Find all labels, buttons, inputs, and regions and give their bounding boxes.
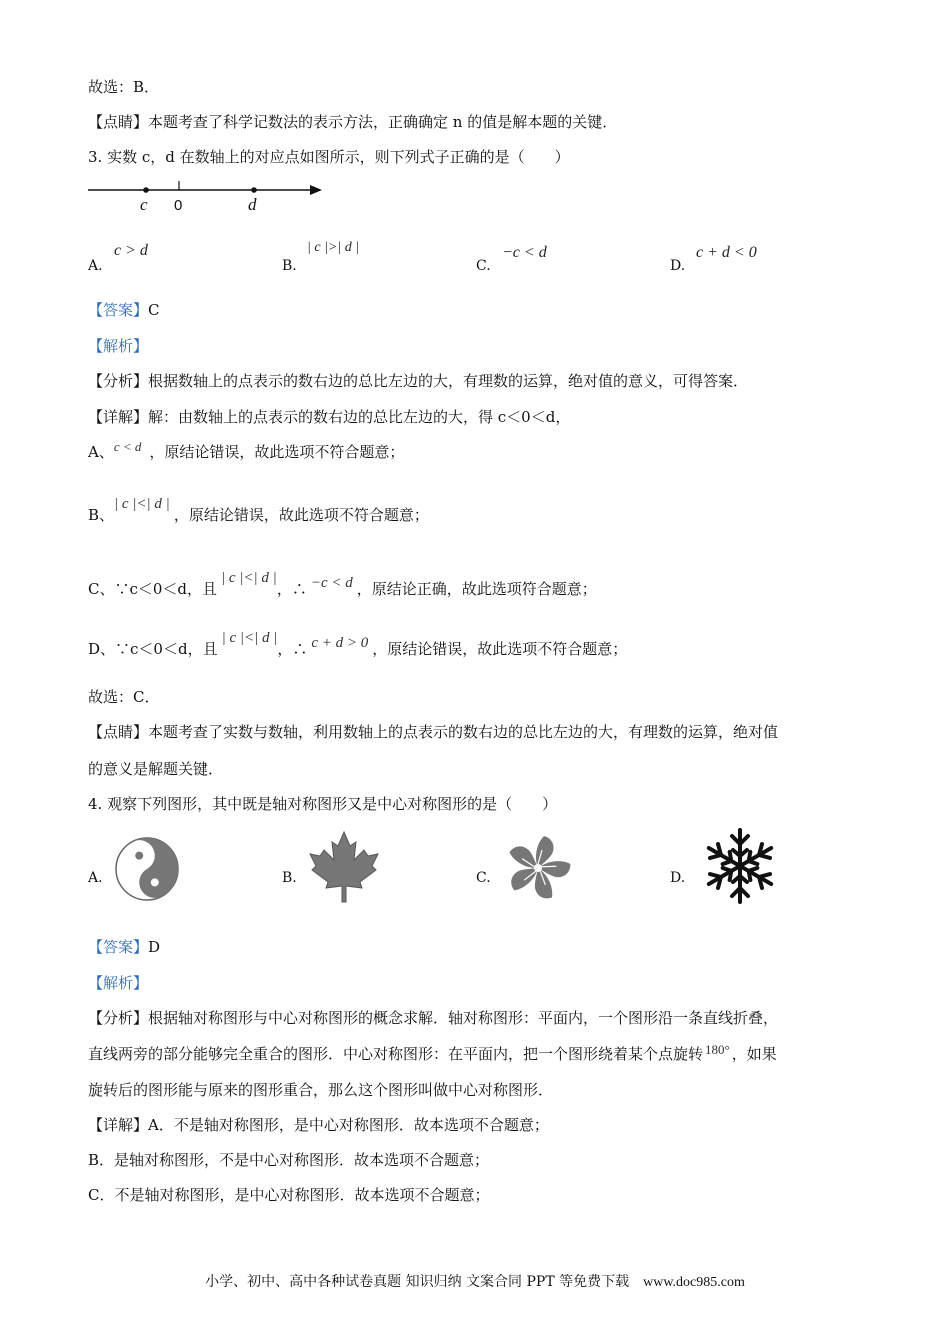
option-a-letter: A. (88, 258, 103, 274)
conclusion-text: 故选：B． (88, 78, 160, 96)
comment-3-text-2: 的意义是解题关键． (88, 760, 224, 778)
conclusion-3-line (88, 686, 159, 708)
question-4-stem (88, 793, 557, 815)
analysis-4-line-2 (88, 1043, 777, 1066)
comment-3-line-2 (88, 758, 223, 780)
option-c-math-2: −c < d (310, 575, 353, 591)
answer-4-tag: 【答案】 (88, 938, 149, 956)
detail-tag: 【详解】 (88, 408, 149, 426)
option-b-expr: | c |>| d | (307, 240, 360, 255)
option-c-math-1: | c |<| d | (221, 570, 277, 586)
option-c-suffix: ，原结论正确，故此选项符合题意； (356, 580, 597, 598)
question-3-text: 3. 实数 c，d 在数轴上的对应点如图所示，则下列式子正确的是（ ） (88, 148, 570, 166)
fenxi-4-tag: 【分析】 (88, 1009, 149, 1027)
option-d-letter: D. (670, 258, 686, 274)
detail-3-option-d (88, 630, 628, 661)
number-line-figure (86, 176, 326, 216)
analysis-3-line (88, 370, 748, 392)
snowflake-icon (698, 826, 782, 906)
detail-4-line-b (88, 1149, 489, 1171)
point-d (251, 187, 257, 193)
analysis-4-line-3 (88, 1079, 553, 1101)
question-3-stem (88, 146, 570, 168)
analysis-4-tag: 【解析】 (88, 974, 149, 992)
detail-4-b: B．是轴对称图形，不是中心对称图形．故本选项不合题意； (88, 1151, 490, 1169)
question-4-text: 4. 观察下列图形，其中既是轴对称图形又是中心对称图形的是（ ） (88, 795, 558, 813)
detail-4-tag: 【详解】 (88, 1116, 149, 1134)
fenxi-4-text-2a: 直线两旁的部分能够完全重合的图形．中心对称图形：在平面内，把一个图形绕着某个点旋转 (88, 1045, 704, 1063)
bauhinia-flower-icon (502, 832, 574, 904)
fenxi-4-degree: 180° (705, 1042, 730, 1057)
option-d-therefore: ，∴ (277, 640, 308, 658)
detail-4-a: A．不是轴对称图形，是中心对称图形．故本选项不合题意； (148, 1116, 549, 1134)
comment-tag: 【点睛】 (88, 113, 149, 131)
option-c-letter: C. (476, 258, 491, 274)
fenxi-tag: 【分析】 (88, 372, 149, 390)
q4-option-b-letter: B. (282, 870, 297, 886)
answer-tag: 【答案】 (88, 301, 149, 319)
detail-3-option-b (88, 496, 429, 527)
comment-3-text-1: 本题考查了实数与数轴，利用数轴上的点表示的数右边的总比左边的大，有理数的运算，绝对值 (148, 723, 779, 741)
comment-3-line-1 (88, 721, 778, 743)
option-d-math-1: | c |<| d | (221, 630, 278, 646)
maple-leaf-icon (308, 830, 380, 904)
analysis-4-line-1 (88, 1007, 778, 1029)
footer-url[interactable]: www.doc985.com (643, 1275, 745, 1290)
fenxi-4-text-2b: ，如果 (731, 1045, 777, 1063)
comment-text: 本题考查了科学记数法的表示方法，正确确定 n 的值是解本题的关键． (148, 113, 618, 131)
yin-yang-icon (114, 836, 180, 902)
fenxi-4-text-3: 旋转后的图形能与原来的图形重合，那么这个图形叫做中心对称图形． (88, 1081, 554, 1099)
q4-option-d-letter: D. (670, 870, 686, 886)
option-b-letter: B. (282, 258, 297, 274)
option-c-prefix: C、∵c＜0＜d，且 (88, 580, 218, 598)
option-c-therefore: ，∴ (276, 580, 307, 598)
option-b-suffix: ，原结论错误，故此选项不符合题意； (173, 506, 429, 524)
number-line-arrow (310, 185, 322, 195)
option-a-prefix: A、 (88, 443, 114, 461)
detail-4-c: C．不是轴对称图形，是中心对称图形．故本选项不合题意； (88, 1186, 490, 1204)
detail-3-option-a (88, 441, 404, 464)
detail-text: 解：由数轴上的点表示的数右边的总比左边的大，得 c＜0＜d， (148, 408, 571, 426)
option-b-prefix: B、 (88, 506, 115, 524)
detail-3-option-c (88, 570, 597, 601)
q4-option-c-letter: C. (476, 870, 491, 886)
answer-4-line (88, 936, 160, 958)
point-c (143, 187, 149, 193)
answer-3-line (88, 299, 160, 321)
option-a-suffix: ，原结论错误，故此选项不符合题意； (149, 443, 405, 461)
fenxi-4-text-1: 根据轴对称图形与中心对称图形的概念求解．轴对称图形：平面内，一个图形沿一条直线折叠， (148, 1009, 779, 1027)
q4-option-a-letter: A. (88, 870, 103, 886)
option-b-math: | c |<| d | (114, 496, 170, 512)
option-d-suffix: ，原结论错误，故此选项不符合题意； (372, 640, 628, 658)
answer-4-value: D (148, 938, 161, 956)
label-zero: 0 (174, 197, 183, 214)
option-a-expr: c > d (114, 242, 148, 259)
detail-4-line-a (88, 1114, 549, 1136)
detail-3-line (88, 406, 570, 428)
option-d-math-2: c + d > 0 (311, 635, 369, 651)
detail-4-line-c (88, 1184, 489, 1206)
answer-value: C (148, 301, 160, 319)
footer-text: 小学、初中、高中各种试卷真题 知识归纳 文案合同 PPT 等免费下载 (205, 1274, 630, 1290)
conclusion-line (88, 76, 159, 98)
option-a-math: c < d (113, 439, 142, 454)
comment-3-tag: 【点睛】 (88, 723, 149, 741)
analysis-tag: 【解析】 (88, 337, 149, 355)
page-footer (0, 1271, 950, 1291)
conclusion-3-text: 故选：C． (88, 688, 160, 706)
option-d-expr: c + d < 0 (696, 244, 757, 261)
option-c-expr: −c < d (502, 244, 547, 261)
analysis-3-heading (88, 335, 148, 357)
label-d: d (248, 195, 257, 214)
comment-line (88, 111, 617, 133)
fenxi-text: 根据数轴上的点表示的数右边的总比左边的大，有理数的运算，绝对值的意义，可得答案． (148, 372, 749, 390)
analysis-4-heading (88, 972, 148, 994)
label-c: c (140, 195, 148, 214)
option-d-prefix: D、∵c＜0＜d，且 (88, 640, 218, 658)
